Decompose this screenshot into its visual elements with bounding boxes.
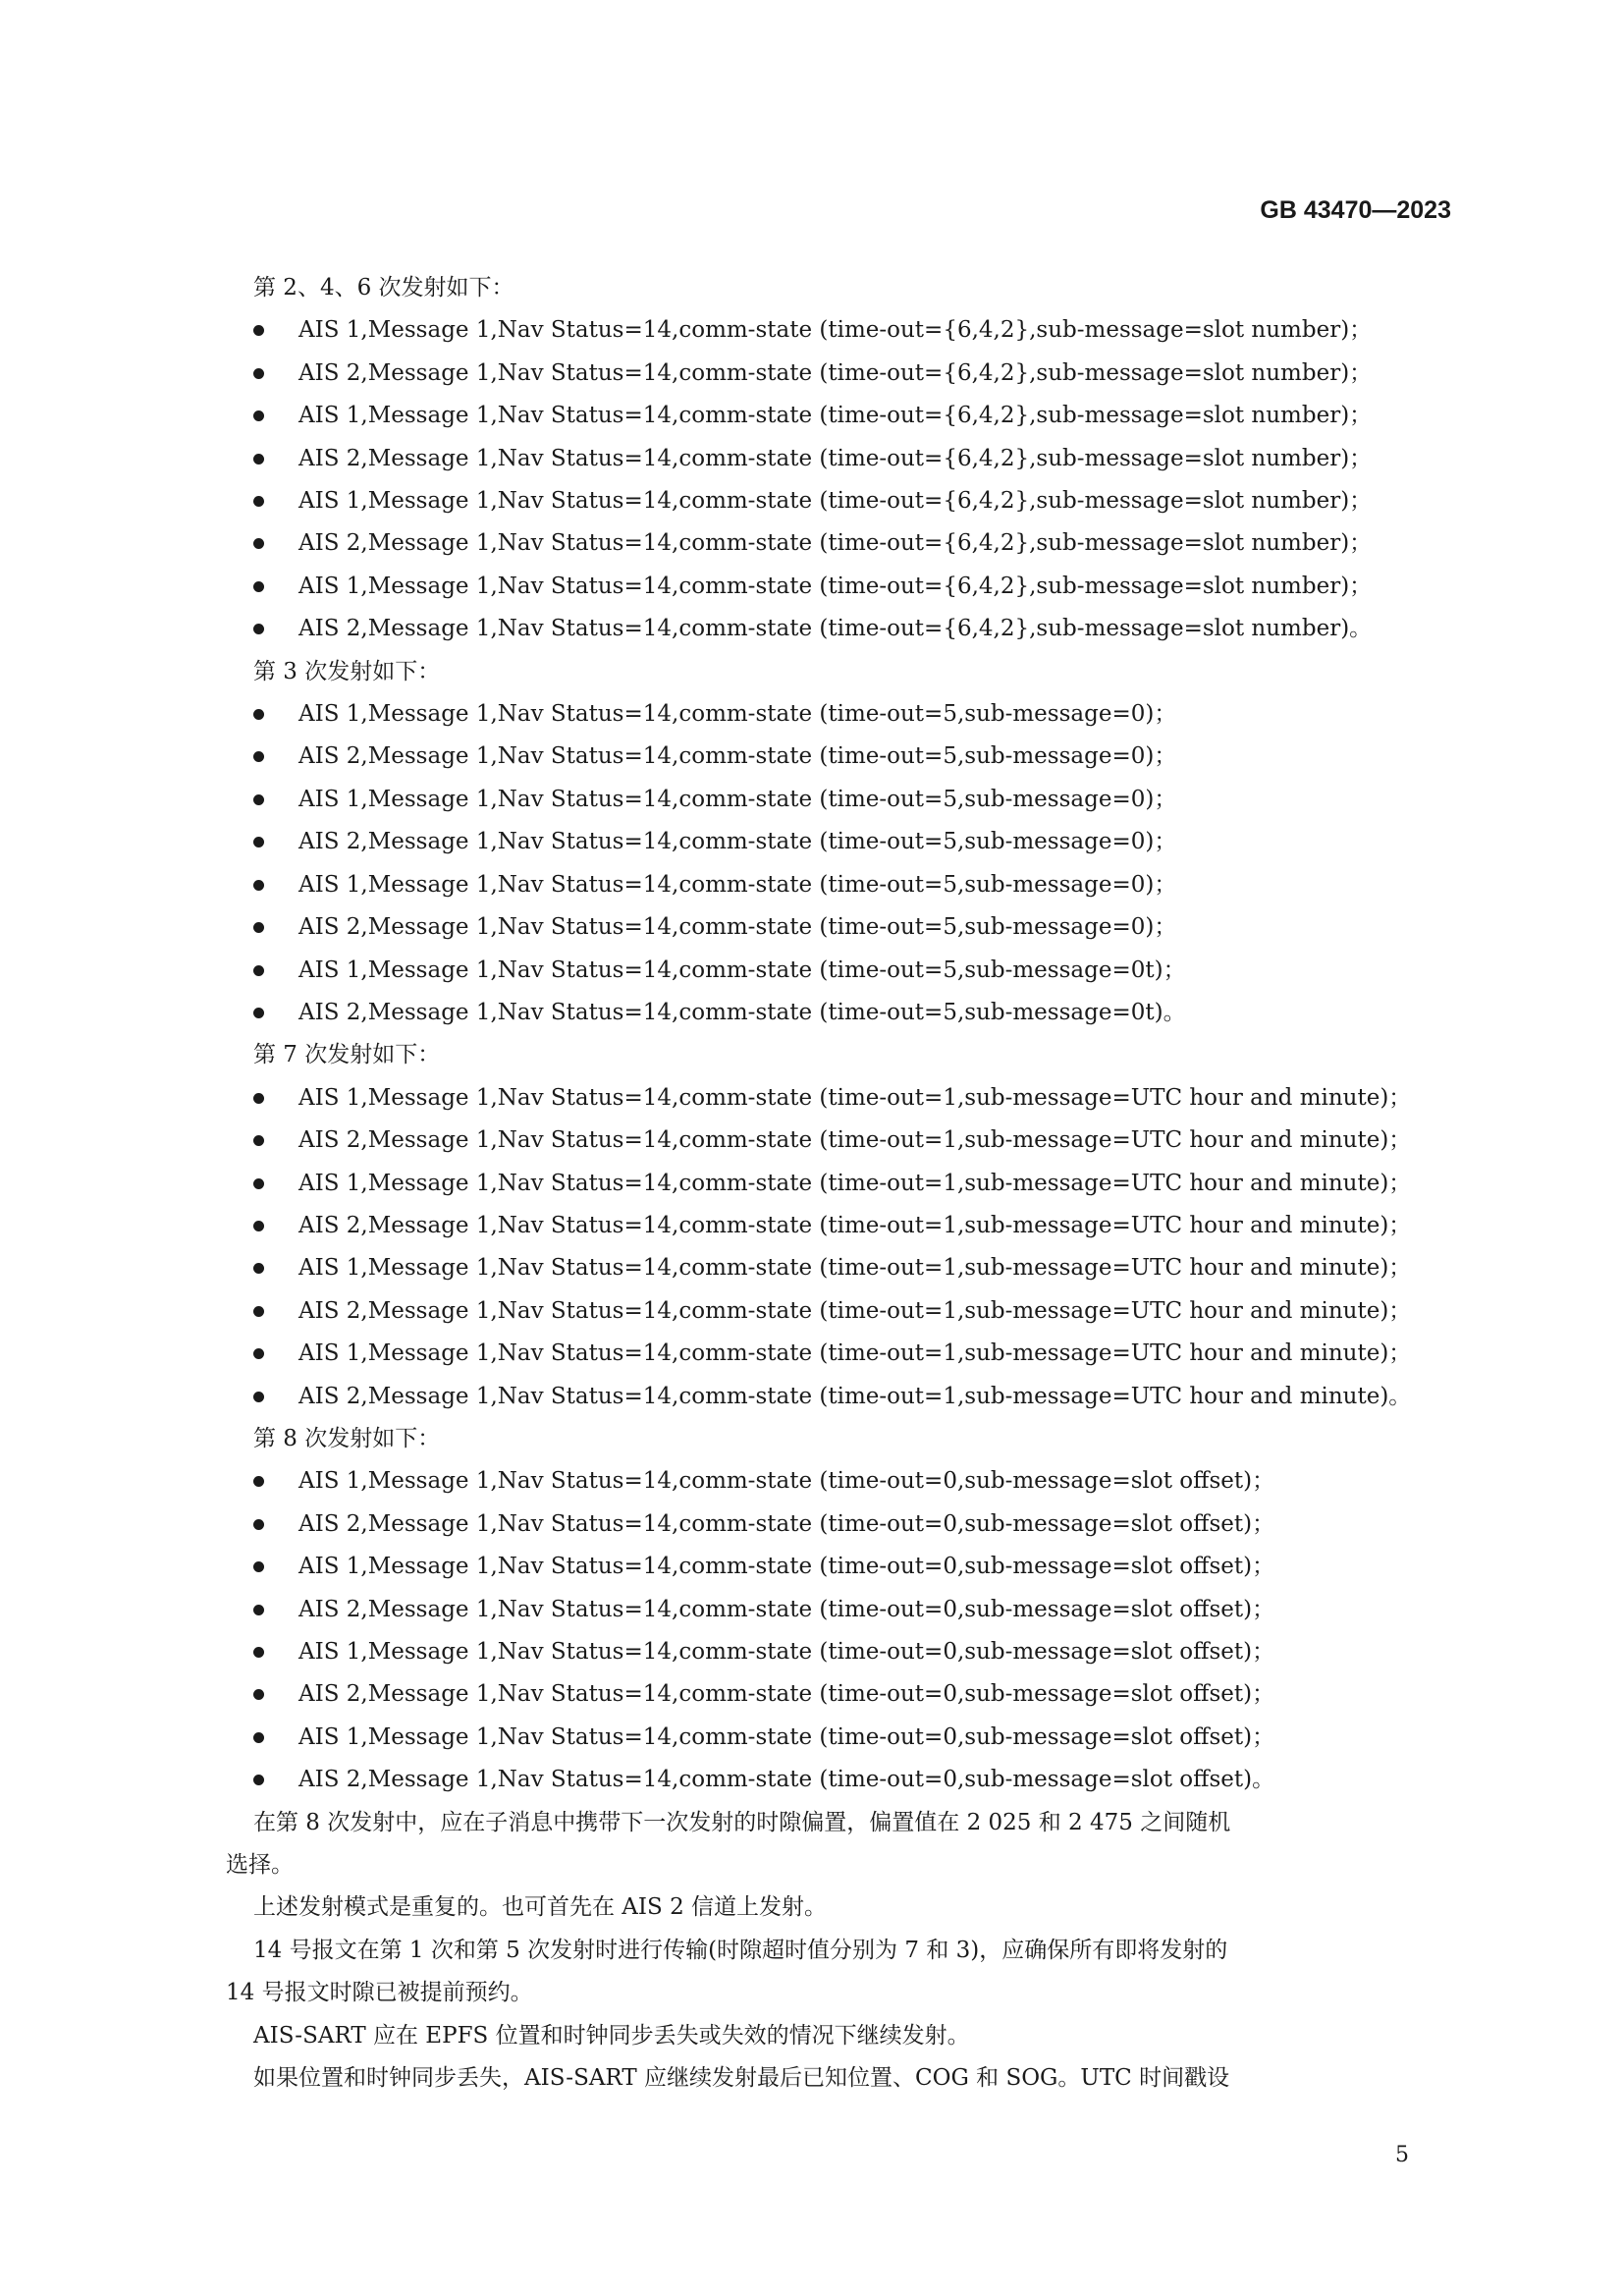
list-item-text: AIS 2,Message 1,Nav Status=14,comm-state (time-out=1,sub-message=UTC hour and minute)； (298, 1212, 1412, 1238)
list-item-text: AIS 1,Message 1,Nav Status=14,comm-state (time-out=0,sub-message=slot offset)； (298, 1554, 1275, 1580)
list-item (253, 1717, 1451, 1759)
page-number: 5 (1395, 2143, 1409, 2167)
list-item-text: AIS 2,Message 1,Nav Status=14,comm-state (time-out=5,sub-message=0)； (298, 829, 1177, 855)
bullet-icon (253, 794, 264, 805)
list-item (253, 693, 1451, 736)
list-item (253, 950, 1451, 992)
list-item-text: AIS 1,Message 1,Nav Status=14,comm-state (time-out=0,sub-message=slot offset)； (298, 1639, 1275, 1665)
list-item (253, 736, 1451, 778)
bullet-icon (253, 325, 264, 336)
bullet-icon (253, 965, 264, 976)
section-heading: 第 7 次发射如下： (253, 1042, 441, 1068)
list-item-text: AIS 2,Message 1,Nav Status=14,comm-state (time-out={6,4,2},sub-message=slot number)。 (298, 616, 1373, 642)
list-item (253, 1759, 1451, 1801)
list-item-text: AIS 1,Message 1,Nav Status=14,comm-state (time-out=5,sub-message=0)； (298, 871, 1177, 898)
list-item (253, 395, 1451, 437)
transmission-sections (253, 267, 1451, 1802)
bullet-icon (253, 1306, 264, 1317)
list-item-text: AIS 1,Message 1,Nav Status=14,comm-state (time-out=5,sub-message=0t)； (298, 957, 1186, 983)
bullet-icon (253, 709, 264, 720)
standard-code: GB 43470—2023 (1260, 196, 1451, 224)
list-item-text: AIS 2,Message 1,Nav Status=14,comm-state (time-out=1,sub-message=UTC hour and minute)； (298, 1297, 1412, 1324)
list-item (253, 821, 1451, 863)
list-item-text: AIS 1,Message 1,Nav Status=14,comm-state (time-out=1,sub-message=UTC hour and minute)； (298, 1084, 1412, 1111)
list-item-text: AIS 2,Message 1,Nav Status=14,comm-state (time-out={6,4,2},sub-message=slot number)； (298, 445, 1373, 471)
section-heading: 第 8 次发射如下： (253, 1425, 441, 1451)
list-item (253, 309, 1451, 352)
list-item-text: AIS 2,Message 1,Nav Status=14,comm-state (time-out=5,sub-message=0)； (298, 743, 1177, 770)
list-item (253, 1460, 1451, 1503)
bullet-icon (253, 1476, 264, 1487)
list-item (253, 522, 1451, 565)
list-item-text: AIS 2,Message 1,Nav Status=14,comm-state (time-out=0,sub-message=slot offset)； (298, 1681, 1275, 1708)
list-item-text: AIS 1,Message 1,Nav Status=14,comm-state (time-out=0,sub-message=slot offset)； (298, 1468, 1275, 1495)
paragraph-message14-line2: 14 号报文时隙已被提前预约。 (226, 1980, 533, 2006)
bullet-icon (253, 1392, 264, 1402)
list-item (253, 1546, 1451, 1588)
list-item (253, 480, 1451, 522)
list-item (253, 438, 1451, 480)
list-item (253, 1589, 1451, 1631)
bullet-icon (253, 1135, 264, 1146)
bullet-icon (253, 1775, 264, 1785)
bullet-icon (253, 1221, 264, 1231)
bullet-icon (253, 1689, 264, 1700)
list-item (253, 1631, 1451, 1673)
list-item-text: AIS 2,Message 1,Nav Status=14,comm-state (time-out=1,sub-message=UTC hour and minute)； (298, 1127, 1412, 1154)
bullet-icon (253, 496, 264, 507)
list-item (253, 1503, 1451, 1546)
list-item-text: AIS 1,Message 1,Nav Status=14,comm-state (time-out=0,sub-message=slot offset)； (298, 1723, 1275, 1750)
list-item (253, 1247, 1451, 1289)
list-item (253, 1673, 1451, 1716)
paragraph-slot-offset-line2: 选择。 (226, 1852, 294, 1879)
list-item (253, 779, 1451, 821)
bullet-icon (253, 1008, 264, 1018)
bullet-icon (253, 624, 264, 634)
list-item (253, 1376, 1451, 1418)
list-item (253, 992, 1451, 1034)
list-item (253, 1290, 1451, 1333)
paragraph-repeat-pattern: 上述发射模式是重复的。也可首先在 AIS 2 信道上发射。 (253, 1894, 828, 1921)
list-item-text: AIS 1,Message 1,Nav Status=14,comm-state (time-out={6,4,2},sub-message=slot number)； (298, 403, 1373, 429)
list-item-text: AIS 1,Message 1,Nav Status=14,comm-state (time-out=5,sub-message=0)； (298, 701, 1177, 728)
section-heading: 第 2、4、6 次发射如下： (253, 275, 514, 301)
bullet-icon (253, 1732, 264, 1743)
list-item-text: AIS 2,Message 1,Nav Status=14,comm-state (time-out=0,sub-message=slot offset)； (298, 1510, 1275, 1537)
list-item (253, 1163, 1451, 1205)
paragraph-message14-line1: 14 号报文在第 1 次和第 5 次发射时进行传输(时隙超时值分别为 7 和 3)，应确保所有即将发射的 (253, 1937, 1228, 1963)
list-item-text: AIS 2,Message 1,Nav Status=14,comm-state (time-out=0,sub-message=slot offset)； (298, 1596, 1275, 1622)
paragraph-slot-offset-line1: 在第 8 次发射中，应在子消息中携带下一次发射的时隙偏置，偏置值在 2 025 和 2 475 之间随机 (253, 1809, 1231, 1835)
list-item (253, 1333, 1451, 1375)
list-item-text: AIS 1,Message 1,Nav Status=14,comm-state (time-out={6,4,2},sub-message=slot number)； (298, 488, 1373, 515)
list-item-text: AIS 2,Message 1,Nav Status=14,comm-state (time-out={6,4,2},sub-message=slot number)； (298, 530, 1373, 557)
list-item-text: AIS 1,Message 1,Nav Status=14,comm-state (time-out={6,4,2},sub-message=slot number)； (298, 573, 1373, 599)
list-item (253, 864, 1451, 906)
list-item-text: AIS 2,Message 1,Nav Status=14,comm-state (time-out=5,sub-message=0)； (298, 914, 1177, 941)
document-body (226, 267, 1451, 2100)
list-item-text: AIS 2,Message 1,Nav Status=14,comm-state (time-out=0,sub-message=slot offset)。 (298, 1767, 1275, 1793)
list-item-text: AIS 1,Message 1,Nav Status=14,comm-state (time-out=1,sub-message=UTC hour and minute)； (298, 1255, 1412, 1282)
list-item-text: AIS 2,Message 1,Nav Status=14,comm-state (time-out={6,4,2},sub-message=slot number)； (298, 359, 1373, 386)
paragraph-position-sync-loss: 如果位置和时钟同步丢失，AIS-SART 应继续发射最后已知位置、COG 和 SOG。UTC 时间戳设 (253, 2065, 1230, 2092)
list-item (253, 1205, 1451, 1247)
bullet-icon (253, 922, 264, 933)
bullet-icon (253, 751, 264, 762)
list-item-text: AIS 2,Message 1,Nav Status=14,comm-state (time-out=1,sub-message=UTC hour and minute)。 (298, 1383, 1412, 1409)
bullet-icon (253, 410, 264, 421)
bullet-icon (253, 1605, 264, 1615)
list-item-text: AIS 1,Message 1,Nav Status=14,comm-state (time-out=5,sub-message=0)； (298, 786, 1177, 812)
bullet-icon (253, 880, 264, 891)
bullet-icon (253, 1647, 264, 1658)
list-item (253, 1120, 1451, 1162)
bullet-icon (253, 581, 264, 592)
list-item-text: AIS 1,Message 1,Nav Status=14,comm-state (time-out=1,sub-message=UTC hour and minute)； (298, 1170, 1412, 1196)
list-item-text: AIS 2,Message 1,Nav Status=14,comm-state (time-out=5,sub-message=0t)。 (298, 999, 1186, 1025)
bullet-icon (253, 1519, 264, 1530)
bullet-icon (253, 1093, 264, 1104)
paragraph-epfs-loss: AIS-SART 应在 EPFS 位置和时钟同步丢失或失效的情况下继续发射。 (253, 2022, 970, 2049)
bullet-icon (253, 538, 264, 549)
list-item (253, 1077, 1451, 1120)
list-item-text: AIS 1,Message 1,Nav Status=14,comm-state (time-out=1,sub-message=UTC hour and minute)； (298, 1340, 1412, 1367)
bullet-icon (253, 368, 264, 379)
list-item (253, 608, 1451, 650)
list-item (253, 353, 1451, 395)
bullet-icon (253, 1561, 264, 1572)
bullet-icon (253, 454, 264, 465)
bullet-icon (253, 1178, 264, 1189)
list-item (253, 906, 1451, 949)
list-item (253, 566, 1451, 608)
bullet-icon (253, 1263, 264, 1274)
list-item-text: AIS 1,Message 1,Nav Status=14,comm-state (time-out={6,4,2},sub-message=slot number)； (298, 317, 1373, 344)
section-heading: 第 3 次发射如下： (253, 658, 441, 684)
bullet-icon (253, 1348, 264, 1359)
bullet-icon (253, 837, 264, 847)
